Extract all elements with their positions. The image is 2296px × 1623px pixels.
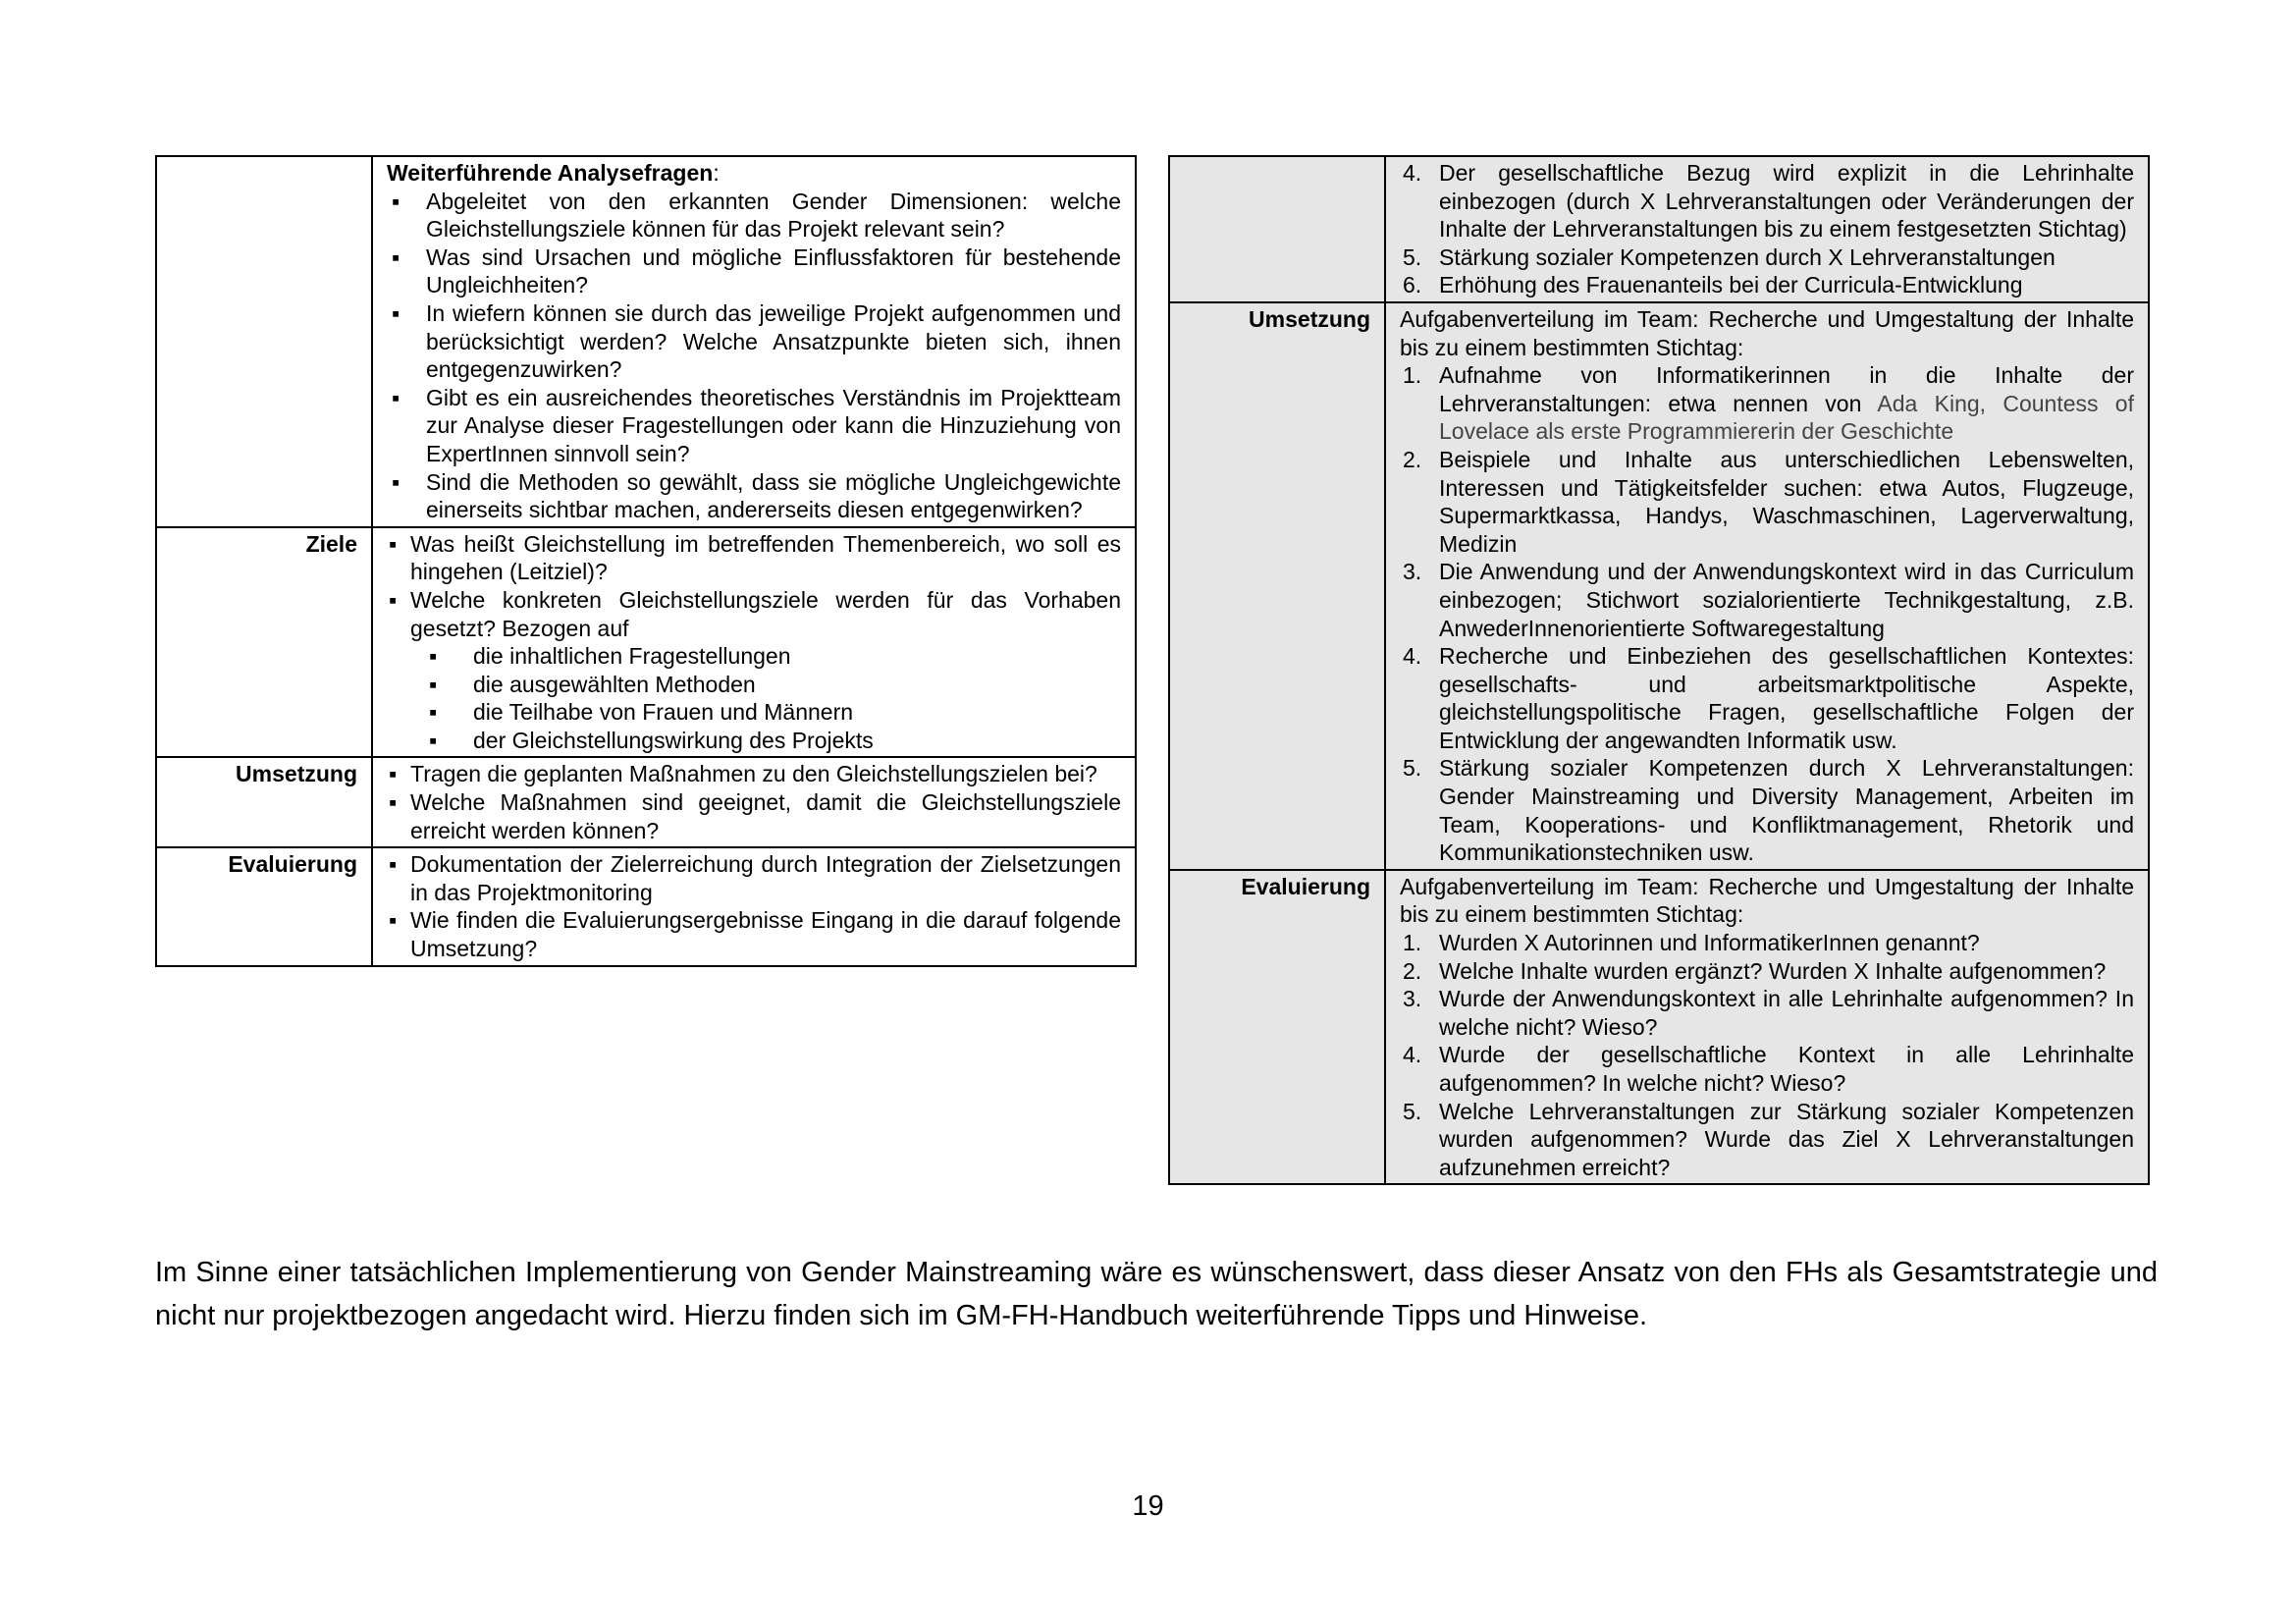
- r-evaluierung-intro: Aufgabenverteilung im Team: Recherche und Umgestaltung der Inhalte bis zu einem bestimmten Stichtag:: [1400, 873, 2134, 928]
- numbered-item: 2. Beispiele und Inhalte aus unterschiedlichen Lebenswelten, Interessen und Tätigkeitsfelder suchen: etwa Autos, Flugzeuge, Supermarktkassa, Handys, Waschmaschinen, Lagerverwaltung, Medizin: [1403, 446, 2134, 557]
- numbered-item: 5. Welche Lehrveranstaltungen zur Stärkung sozialer Kompetenzen wurden aufgenommen? Wurde das Ziel X Lehrveranstaltungen aufzunehmen erreicht?: [1403, 1098, 2134, 1180]
- list-item: ▪ Dokumentation der Zielerreichung durch Integration der Zielsetzungen in das Projektmonitoring: [387, 850, 1121, 906]
- list-item: ▪ In wiefern können sie durch das jeweilige Projekt aufgenommen und berücksichtigt werden? Welche Ansatzpunkte bieten sich, ihnen entgegenzuwirken?: [387, 299, 1121, 384]
- evaluierung-row: [156, 847, 1136, 965]
- numbered-item: 2. Welche Inhalte wurden ergänzt? Wurden X Inhalte aufgenommen?: [1403, 957, 2107, 984]
- analysis-heading-text: Weiterführende Analysefragen: [387, 160, 714, 186]
- page-number: 19: [1132, 1490, 1164, 1522]
- list-item: ▪ Was heißt Gleichstellung im betreffenden Themenbereich, wo soll es hingehen (Leitziel)?: [387, 530, 1121, 586]
- umsetzung-label: Umsetzung: [156, 757, 372, 847]
- numbered-item: 1. Aufnahme von Informatikerinnen in die Inhalte der Lehrveranstaltungen: etwa nennen von Ada King, Countess of Lovelace als erste Programmiererin der Geschichte: [1403, 362, 2134, 445]
- r-evaluierung-row: [1169, 870, 2149, 1185]
- analysis-row: [156, 156, 1136, 527]
- numbered-item: 3. Die Anwendung und der Anwendungskontext wird in das Curriculum einbezogen; Stichwort sozialorientierte Technikgestaltung, z.B. AnwederInnenorientierte Softwaregestaltung: [1403, 559, 2134, 641]
- ada-lovelace-text: Ada King, Countess of Lovelace als erste Programmiererin der Geschichte: [1439, 390, 2134, 445]
- ziele-content-cell: [372, 527, 1136, 758]
- r-umsetzung-label: Umsetzung: [1169, 302, 1385, 870]
- numbered-item: 5. Stärkung sozialer Kompetenzen durch X Lehrveranstaltungen: Gender Mainstreaming und Diversity Management, Arbeiten im Team, Kooperations- und Konfliktmanagement, Rhetorik und Kommunikationstechniken usw.: [1403, 755, 2134, 866]
- list-item: ▪ Sind die Methoden so gewählt, dass sie mögliche Ungleichgewichte einerseits sichtbar machen, andererseits diesen entgegenwirken?: [387, 468, 1121, 524]
- list-item: ▪ Abgeleitet von den erkannten Gender Dimensionen: welche Gleichstellungsziele können für das Projekt relevant sein?: [387, 188, 1121, 243]
- r-evaluierung-label: Evaluierung: [1169, 870, 1385, 1185]
- list-item: ▪ Was sind Ursachen und mögliche Einflussfaktoren für bestehende Ungleichheiten?: [387, 243, 1121, 299]
- sub-list-item: ▪ die ausgewählten Methoden: [387, 671, 1121, 699]
- continued-row: [1169, 156, 2149, 302]
- sub-list-item: ▪ die inhaltlichen Fragestellungen: [387, 642, 1121, 671]
- umsetzung-row: [156, 757, 1136, 847]
- evaluierung-content-cell: [372, 847, 1136, 965]
- analysis-label-cell: [156, 156, 372, 527]
- left-table: [155, 155, 1137, 967]
- numbered-item: 6. Erhöhung des Frauenanteils bei der Curricula-Entwicklung: [1403, 272, 2023, 298]
- r-umsetzung-content-cell: [1385, 302, 2149, 870]
- evaluierung-label: Evaluierung: [156, 847, 372, 965]
- numbered-item: 4. Wurde der gesellschaftliche Kontext in alle Lehrinhalte aufgenommen? In welche nicht? Wieso?: [1403, 1042, 2134, 1096]
- ziele-label: Ziele: [156, 527, 372, 758]
- list-item: ▪ Wie finden die Evaluierungsergebnisse Eingang in die darauf folgende Umsetzung?: [387, 906, 1121, 962]
- numbered-item: 3. Wurde der Anwendungskontext in alle Lehrinhalte aufgenommen? In welche nicht? Wieso?: [1403, 986, 2134, 1040]
- r-evaluierung-content-cell: [1385, 870, 2149, 1185]
- umsetzung-content-cell: [372, 757, 1136, 847]
- numbered-item: 4. Recherche und Einbeziehen des gesellschaftlichen Kontextes: gesellschafts- und arbeitsmarktpolitische Aspekte, gleichstellungspolitische Fragen, gesellschaftliche Folgen der Entwicklung der angewandten Informatik usw.: [1403, 643, 2134, 753]
- analysis-content-cell: [372, 156, 1136, 527]
- r-umsetzung-row: [1169, 302, 2149, 870]
- list-item: ▪ Welche Maßnahmen sind geeignet, damit die Gleichstellungsziele erreicht werden können?: [387, 788, 1121, 844]
- list-item: ▪ Gibt es ein ausreichendes theoretisches Verständnis im Projektteam zur Analyse dieser Fragestellungen oder kann die Hinzuziehung von ExpertInnen sinnvoll sein?: [387, 384, 1121, 468]
- r-umsetzung-intro: Aufgabenverteilung im Team: Recherche und Umgestaltung der Inhalte bis zu einem bestimmten Stichtag:: [1400, 305, 2134, 360]
- list-item: ▪ Tragen die geplanten Maßnahmen zu den Gleichstellungszielen bei?: [387, 760, 1121, 788]
- summary-paragraph: Im Sinne einer tatsächlichen Implementierung von Gender Mainstreaming wäre es wünschenswert, dass dieser Ansatz von den FHs als Gesamtstrategie und nicht nur projektbezogen angedacht wird. Hierzu finden sich im GM-FH-Handbuch weiterführende Tipps und Hinweise.: [155, 1257, 2158, 1331]
- numbered-item: 4. Der gesellschaftliche Bezug wird explizit in die Lehrinhalte einbezogen (durch X Lehrveranstaltungen oder Veränderungen der Inhalte der Lehrveranstaltungen bis zu einem festgesetzten Stichtag): [1403, 160, 2134, 243]
- numbered-item: 1. Wurden X Autorinnen und InformatikerInnen genannt?: [1403, 930, 1980, 956]
- analysis-heading: Weiterführende Analysefragen:: [387, 160, 720, 186]
- list-item: ▪ Welche konkreten Gleichstellungsziele werden für das Vorhaben gesetzt? Bezogen auf: [387, 586, 1121, 642]
- continued-content-cell: [1385, 156, 2149, 302]
- continued-label-cell: [1169, 156, 1385, 302]
- sub-list-item: ▪ die Teilhabe von Frauen und Männern: [387, 698, 1121, 727]
- ziele-row: [156, 527, 1136, 758]
- numbered-item: 5. Stärkung sozialer Kompetenzen durch X Lehrveranstaltungen: [1403, 243, 2056, 270]
- right-table: [1168, 155, 2150, 1185]
- sub-list-item: ▪ der Gleichstellungswirkung des Projekts: [387, 727, 1121, 755]
